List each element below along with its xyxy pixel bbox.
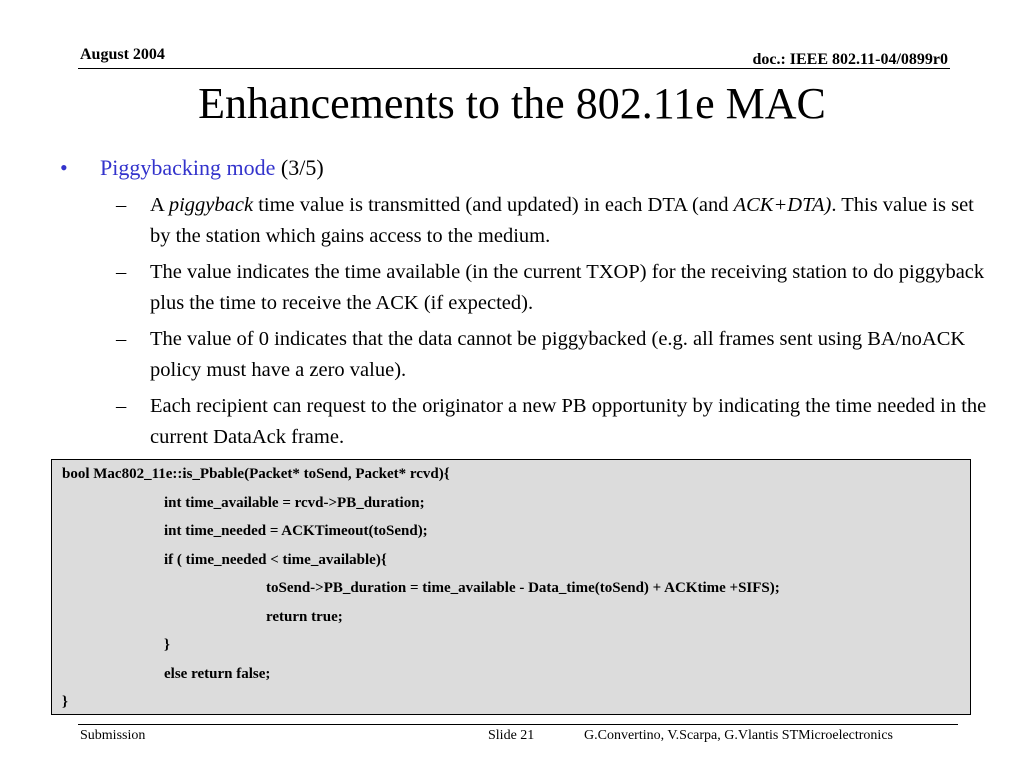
header-doc-id: doc.: IEEE 802.11-04/0899r0 bbox=[752, 51, 948, 68]
code-line: int time_available = rcvd->PB_duration; bbox=[164, 494, 425, 511]
header-date: August 2004 bbox=[80, 46, 165, 63]
bullet-accent-text: Piggybacking mode bbox=[100, 155, 276, 180]
code-line: } bbox=[164, 637, 170, 653]
code-line: return true; bbox=[266, 608, 343, 625]
code-block bbox=[51, 459, 971, 715]
header-divider bbox=[78, 68, 950, 69]
code-line: int time_needed = ACKTimeout(toSend); bbox=[164, 523, 428, 539]
sub-item-text: The value of 0 indicates that the data cannot be piggybacked (e.g. all frames sent using BA/noACK policy must have a zero value). bbox=[150, 328, 966, 381]
slide-title: Enhancements to the 802.11e MAC bbox=[198, 79, 826, 128]
dash-icon: – bbox=[116, 328, 127, 350]
code-line: if ( time_needed < time_available){ bbox=[164, 551, 387, 568]
sub-item bbox=[60, 391, 990, 453]
code-line: else return false; bbox=[164, 665, 271, 682]
sub-item-text: The value indicates the time available (in the current TXOP) for the receiving station to do piggyback plus the time to receive the ACK (if expected). bbox=[150, 261, 985, 314]
dash-icon: – bbox=[116, 261, 127, 283]
dash-icon: – bbox=[116, 194, 127, 216]
sub-item-text-italic2: ACK+DTA) bbox=[733, 194, 832, 216]
bullet-piggybacking bbox=[60, 151, 990, 185]
sub-item-text-prefix: A bbox=[150, 194, 169, 216]
sub-item bbox=[60, 190, 990, 252]
code-line: toSend->PB_duration = time_available - Data_time(toSend) + ACKtime +SIFS); bbox=[266, 580, 780, 596]
footer-submission: Submission bbox=[80, 728, 146, 743]
code-line: bool Mac802_11e::is_Pbable(Packet* toSend, Packet* rcvd){ bbox=[62, 466, 450, 482]
sub-item-text: Each recipient can request to the originator a new PB opportunity by indicating the time needed in the current DataAck frame. bbox=[150, 395, 987, 448]
footer-authors: G.Convertino, V.Scarpa, G.Vlantis STMicroelectronics bbox=[584, 728, 893, 743]
sub-item-text-suffix: . This value is set by the station which gains access to the medium. bbox=[150, 194, 974, 247]
sub-item-text-italic: piggyback bbox=[168, 194, 254, 216]
slide-body bbox=[60, 151, 990, 453]
sub-item bbox=[60, 257, 990, 319]
footer-divider bbox=[78, 724, 958, 725]
dash-icon: – bbox=[116, 395, 127, 417]
code-line: } bbox=[62, 694, 68, 710]
sub-item bbox=[60, 324, 990, 386]
bullet-dot-icon: • bbox=[60, 155, 68, 180]
sub-item-text-middle: time value is transmitted (and updated) in each DTA (and bbox=[253, 194, 734, 216]
footer-slide-number: Slide 21 bbox=[488, 728, 535, 743]
bullet-rest-text: (3/5) bbox=[275, 155, 324, 180]
